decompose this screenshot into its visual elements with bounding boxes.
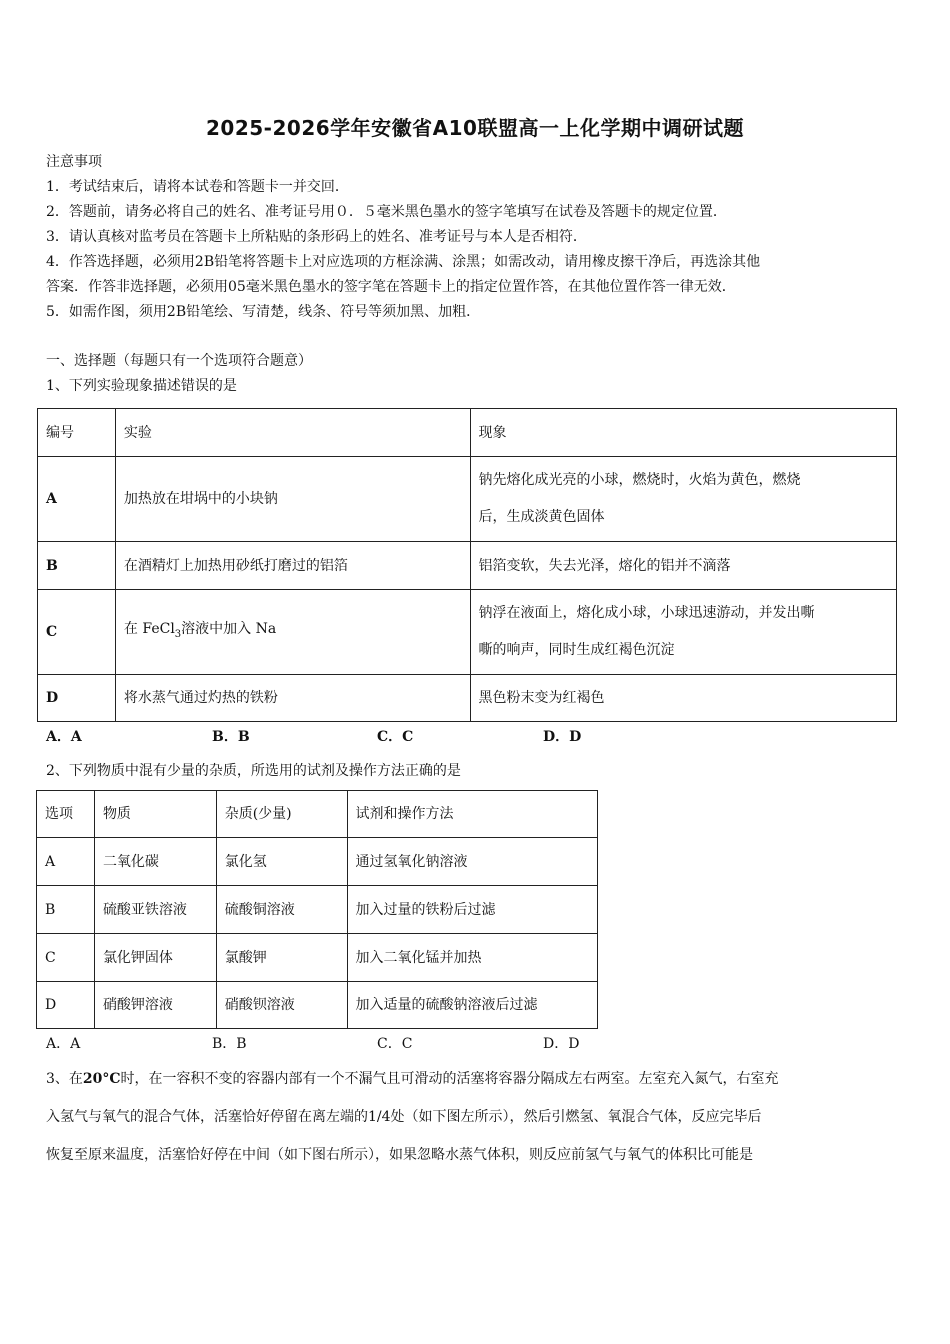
experiment-cell: 加热放在坩埚中的小块钠 [115, 457, 470, 542]
question-3-line: 恢复至原来温度，活塞恰好停在中间（如下图右所示），如果忽略水蒸气体积，则反应前氢气与氧气的体积比可能是 [46, 1147, 753, 1163]
question-2-stem: 2、下列物质中混有少量的杂质，所选用的试剂及操作方法正确的是 [46, 763, 461, 779]
table-row [37, 886, 598, 934]
choice-a[interactable]: A．A [46, 1036, 81, 1052]
choice-b[interactable]: B．B [212, 1036, 247, 1052]
table-header-cell: 编号 [38, 409, 116, 457]
choice-b[interactable]: B．B [212, 729, 250, 745]
question-3-stem [46, 1060, 908, 1174]
choice-d[interactable]: D．D [543, 1036, 580, 1052]
table-row [38, 542, 897, 590]
notice-heading: 注意事项 [46, 154, 102, 170]
table-header-cell: 物质 [94, 791, 216, 838]
question-2-table [36, 790, 598, 1029]
question-1-stem: 1、下列实验现象描述错误的是 [46, 378, 237, 394]
notice-line: 2．答题前，请务必将自己的姓名、准考证号用０．５毫米黑色墨水的签字笔填写在试卷及答题卡的规定位置． [46, 204, 727, 220]
row-label: C [38, 590, 116, 675]
row-label: B [38, 542, 116, 590]
table-cell: 加入适量的硫酸钠溶液后过滤 [347, 982, 598, 1029]
question-3-line [46, 1060, 908, 1098]
q3-text: 3、在 [46, 1071, 83, 1087]
table-cell: D [37, 982, 95, 1029]
notice-line: 5．如需作图，须用2B铅笔绘、写清楚，线条、符号等须加黑、加粗． [46, 304, 481, 320]
table-cell: 硫酸铜溶液 [216, 886, 347, 934]
table-header-cell: 现象 [470, 409, 897, 457]
observation-cell [470, 590, 897, 675]
row-label: D [38, 675, 116, 722]
table-row [38, 675, 897, 722]
observation-cell: 黑色粉末变为红褐色 [470, 675, 897, 722]
table-cell: C [37, 934, 95, 982]
experiment-text: 溶液中加入 Na [181, 621, 277, 638]
table-cell: 硝酸钾溶液 [94, 982, 216, 1029]
table-cell: B [37, 886, 95, 934]
row-label: A [38, 457, 116, 542]
table-row [37, 982, 598, 1029]
choice-c[interactable]: C．C [377, 729, 414, 745]
question-1-table [37, 408, 897, 722]
notice-line: 3．请认真核对监考员在答题卡上所粘贴的条形码上的姓名、准考证号与本人是否相符． [46, 229, 587, 245]
table-header-cell: 杂质(少量) [216, 791, 347, 838]
experiment-cell [115, 590, 470, 675]
choice-d[interactable]: D．D [543, 729, 582, 745]
table-cell: 加入过量的铁粉后过滤 [347, 886, 598, 934]
observation-line: 后，生成淡黄色固体 [478, 509, 605, 525]
table-row [38, 590, 897, 675]
table-cell: 通过氢氧化钠溶液 [347, 838, 598, 886]
observation-cell [470, 457, 897, 542]
table-cell: 氯化氢 [216, 838, 347, 886]
temperature-value: 20°C [82, 1071, 121, 1087]
table-header-cell: 实验 [115, 409, 470, 457]
table-row [37, 838, 598, 886]
page-title: 2025-2026学年安徽省A10联盟高一上化学期中调研试题 [206, 116, 744, 140]
experiment-cell: 在酒精灯上加热用砂纸打磨过的铝箔 [115, 542, 470, 590]
choice-c[interactable]: C．C [377, 1036, 413, 1052]
table-header-cell: 试剂和操作方法 [347, 791, 598, 838]
section-heading: 一、选择题（每题只有一个选项符合题意） [46, 353, 312, 369]
table-cell: 氯化钾固体 [94, 934, 216, 982]
table-header-cell: 选项 [37, 791, 95, 838]
table-cell: 硫酸亚铁溶液 [94, 886, 216, 934]
table-row [38, 457, 897, 542]
notice-line: 1．考试结束后，请将本试卷和答题卡一并交回． [46, 179, 349, 195]
notice-block [46, 150, 916, 325]
table-cell: A [37, 838, 95, 886]
observation-line: 钠浮在液面上，熔化成小球，小球迅速游动，并发出嘶 [478, 605, 815, 621]
table-header-row [38, 409, 897, 457]
table-cell: 加入二氧化锰并加热 [347, 934, 598, 982]
notice-line: 答案．作答非选择题，必须用05毫米黑色墨水的签字笔在答题卡上的指定位置作答，在其他位置作答一律无效． [46, 279, 736, 295]
table-cell: 氯酸钾 [216, 934, 347, 982]
observation-line: 钠先熔化成光亮的小球，燃烧时，火焰为黄色，燃烧 [478, 472, 801, 488]
observation-cell: 铝箔变软，失去光泽，熔化的铝并不滴落 [470, 542, 897, 590]
observation-line: 嘶的响声，同时生成红褐色沉淀 [478, 642, 675, 658]
question-3-line: 入氢气与氧气的混合气体，活塞恰好停留在离左端的1/4处（如下图左所示），然后引燃氢、氧混合气体，反应完毕后 [46, 1109, 762, 1125]
choice-a[interactable]: A．A [46, 729, 82, 745]
table-cell: 硝酸钡溶液 [216, 982, 347, 1029]
table-row [37, 934, 598, 982]
subscript: 3 [174, 628, 182, 640]
q3-text: 时，在一容积不变的容器内部有一个不漏气且可滑动的活塞将容器分隔成左右两室。左室充入氮气，右室充 [120, 1071, 779, 1087]
table-header-row [37, 791, 598, 838]
table-cell: 二氧化碳 [94, 838, 216, 886]
experiment-text: 在 FeCl [123, 621, 175, 638]
notice-line: 4．作答选择题，必须用2B铅笔将答题卡上对应选项的方框涂满、涂黑；如需改动，请用橡皮擦干净后，再选涂其他 [46, 254, 761, 270]
experiment-cell: 将水蒸气通过灼热的铁粉 [115, 675, 470, 722]
